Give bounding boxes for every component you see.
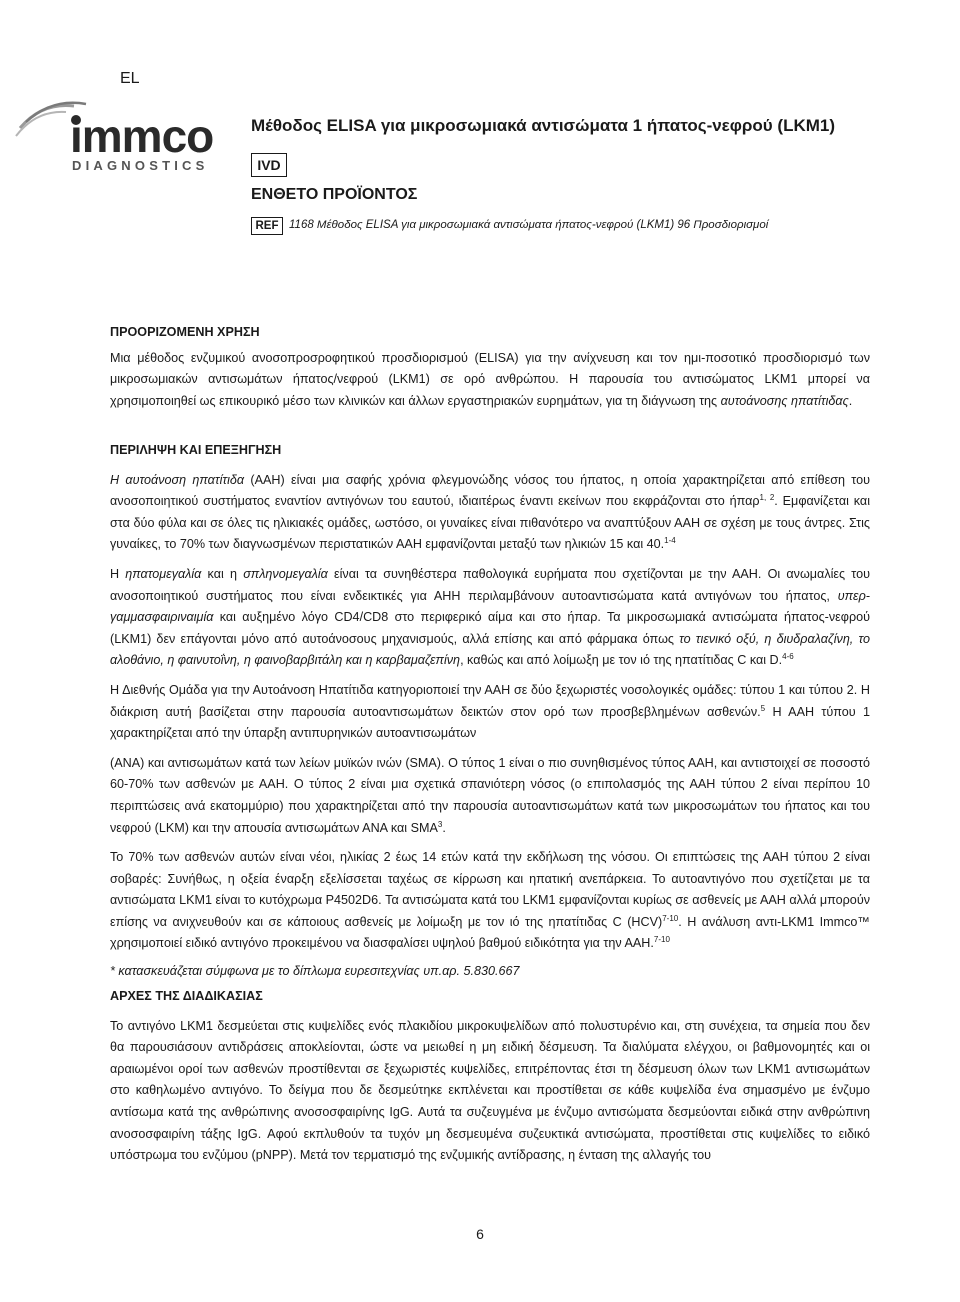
principles-text: Το αντιγόνο LKM1 δεσμεύεται στις κυψελίδες ενός πλακιδίου μικροκυψελίδων από πολυστυρένιο και, στη συνέχεια, τα σημεία που δεν θα παρουσιάσουν αντιδράσεις αποκλείονται, ώστε να μειωθεί η μη ειδική δέσμευση. Τα διαλύματα ελέγχου, οι βαθμονομητές και οι αραιωμένοι οροί των ασθενών προστίθενται σε ξεχωριστές κυψελίδες, επιτρέποντας έτσι τη δέσμευση όλων των LKM1 αντισωμάτων στο καθηλωμένο αντιγόνο. Το δείγμα που δε δεσμεύτηκε εκπλένεται και προστίθεται σε κάθε κυψελίδα ένα σημασμένο με ένζυμο αντίσωμα κατά της ανθρώπινης ανοσοσφαιρίνης IgG. Αυτά τα συζευγμένα με ένζυμο αντισώματα δεσμεύονται ειδικά στην ανθρώπινη ανοσοσφαιρίνη τάξης IgG. Αφού εκπλυθούν τα τυχόν μη δεσμευμένα συζευκτικά αντισώματα, προστίθεται στις κυψελίδες το ειδικό υπόστρωμα του ενζύμου (pNPP). Μετά τον τερματισμό της ενζυμικής αντίδρασης, η ένταση της αλλαγής του — [110, 1018, 870, 1163]
patent-note: * κατασκευάζεται σύμφωνα με το δίπλωμα ευρεσιτεχνίας υπ.αρ. 5.830.667 — [110, 964, 520, 979]
summary-section — [110, 440, 870, 983]
summary-paragraph-2: Η ηπατομεγαλία και η σπληνομεγαλία είναι τα συνηθέστερα παθολογικά ευρήματα που σχετίζονται με την ΑΑΗ. Οι ανωμαλίες του ανοσοποιητικού συστήματος που είναι ενδεικτικές για ΑΗΗ περιλαμβάνουν αυτοαντισώματα κατά αντιγόνων του ήπατος, υπερ-γαμμασφαιριναιμία και αυξημένο λόγο CD4/CD8 στο περιφερικό αίμα και στο ήπαρ. Τα μικροσωμιακά αντισώματα ήπατος-νεφρού (LKM1) δεν επάγονται μόνο από αυτοάνοσους μηχανισμούς, αλλά επίσης και από φάρμακα όπως το τιενικό οξύ, η διυδραλαζίνη, το αλοθάνιο, η φαινυτοΐνη, η φαινοβαρβιτάλη και η καρβαμαζεπίνη, καθώς και από λοίμωξη με τον ιό της ηπατίτιδας C και D.$^{4-6}$ — [110, 566, 870, 668]
ref-description: 1168 Μέθοδος ELISA για μικροσωμιακά αντισώματα ήπατος-νεφρού (LKM1) 96 Προσδιορισμοί — [289, 219, 769, 231]
summary-heading: ΠΕΡΙΛΗΨΗ ΚΑΙ ΕΠΕΞΗΓΗΣΗ — [110, 443, 282, 457]
intended-use-heading: ΠΡΟΟΡΙΖΟΜΕΝΗ ΧΡΗΣΗ — [110, 325, 260, 339]
immco-logo-graphic — [12, 100, 240, 172]
page-number: 6 — [476, 1226, 484, 1242]
summary-paragraph-5: Το 70% των ασθενών αυτών είναι νέοι, ηλικίας 2 έως 14 ετών κατά την εκδήλωση της νόσου. Οι επιπτώσεις της ΑΑΗ τύπου 2 είναι σοβαρές: Συνήθως, η οξεία έναρξη εξελίσσεται ταχέως σε κίρρωση και ηπατική ανεπάρκεια. Το αυτοαντιγόνο που σχετίζεται με τα αντισώματα LKM1 είναι το κυτόχρωμα P4502D6. Τα αντισώματα κατά του LKM1 εμφανίζονται κυρίως σε ασθενείς με ΑΑΗ αλλά μπορούν επίσης να ανιχνευθούν και σε κάποιους ασθενείς με λοίμωξη με τον ιό της ηπατίτιδας C (HCV)$^{7-10}$. Η ανάλυση αντι-LKM1 Immco™ χρησιμοποιεί ειδικό αντιγόνο προκειμένου να διασφαλίσει υψηλού βαθμού ειδικότητα για την ΑΑΗ.$^{7-10}$ — [110, 850, 870, 951]
summary-paragraph-3: Η Διεθνής Ομάδα για την Αυτοάνοση Ηπατίτιδα κατηγοριοποιεί την ΑΑΗ σε δύο ξεχωριστές νοσολογικές ομάδες: τύπου 1 και τύπου 2. Η διάκριση αυτή βασίζεται στην παρουσία αυτοαντισωμάτων δεικτών στον ορό των προσβεβλημένων ασθενών.$^5$ Η ΑΑΗ τύπου 1 χαρακτηρίζεται από την ύπαρξη αντιπυρηνικών αυτοαντισωμάτων — [110, 682, 870, 741]
svg-text:immco: immco — [70, 110, 214, 162]
svg-text:DIAGNOSTICS: DIAGNOSTICS — [72, 158, 209, 172]
document-title: Μέθοδος ELISA για μικροσωμιακά αντισώματα 1 ήπατος-νεφρού (LKM1) — [251, 116, 836, 135]
ref-symbol: REF — [251, 217, 283, 235]
intended-use-text: Μια μέθοδος ενζυμικού ανοσοπροσροφητικού προσδιορισμού (ELISA) για την ανίχνευση και τον ημι-ποσοτικό προσδιορισμό των μικροσωμιακών αντισωμάτων ήπατος/νεφρού (LKM1) σε ορό ανθρώπου. Η παρουσία του αντισώματος LKM1 μπορεί να χρησιμοποιηθεί ως επικουρικό μέσο των κλινικών και άλλων εργαστηριακών ευρημάτων, για τη διάγνωση της αυτοάνοσης ηπατίτιδας. — [110, 350, 870, 408]
principles-section — [110, 986, 870, 1167]
ivd-symbol: IVD — [251, 153, 287, 177]
intended-use-section — [110, 322, 870, 412]
summary-paragraph-1: Η αυτοάνοση ηπατίτιδα (ΑΑΗ) είναι μια σαφής χρόνια φλεγμονώδης νόσος του ήπατος, η οποία χαρακτηρίζεται από επίθεση του ανοσοποιητικού συστήματος εναντίον αντιγόνων του εαυτού, ιδιαιτέρως έναντι εκείνων που εκφράζονται στο ήπαρ$^{1, 2}$. Εμφανίζεται και στα δύο φύλα και σε όλες τις ηλικιακές ομάδες, ωστόσο, οι γυναίκες είναι πιθανότερο να αναπτύξουν ΑΑΗ σε σχέση με τους άντρες. Στις γυναίκες, το 70% των διαγνωσμένων περιστατικών ΑΑΗ εμφανίζονται μεταξύ των ηλικιών 15 και 40.$^{1-4}$ — [110, 472, 871, 552]
summary-paragraph-4: (ΑΝΑ) και αντισωμάτων κατά των λείων μυϊκών ινών (SMA). Ο τύπος 1 είναι ο πιο συνηθισμένος τύπος ΑΑΗ, και αντιστοιχεί σε ποσοστό 60-70% των ασθενών με ΑΑΗ. Ο τύπος 2 είναι μια σχετικά σπανιότερη νόσος (ο επιπολασμός της ΑΑΗ τύπου 2 είναι περίπου 10 περιπτώσεις ανά εκατομμύριο) που χαρακτηρίζεται από την παρουσία αυτοαντισωμάτων κατά των μικροσωμάτων του ήπατος και του νεφρού (LKM) και την απουσία αντισωμάτων ΑΝΑ και SMA$^3$. — [110, 755, 870, 835]
language-code: EL — [120, 70, 140, 87]
principles-heading: ΑΡΧΕΣ ΤΗΣ ΔΙΑΔΙΚΑΣΙΑΣ — [110, 989, 263, 1003]
product-insert-heading: ΕΝΘΕΤΟ ΠΡΟΪΟΝΤΟΣ — [251, 186, 418, 203]
immco-logo — [12, 100, 240, 172]
